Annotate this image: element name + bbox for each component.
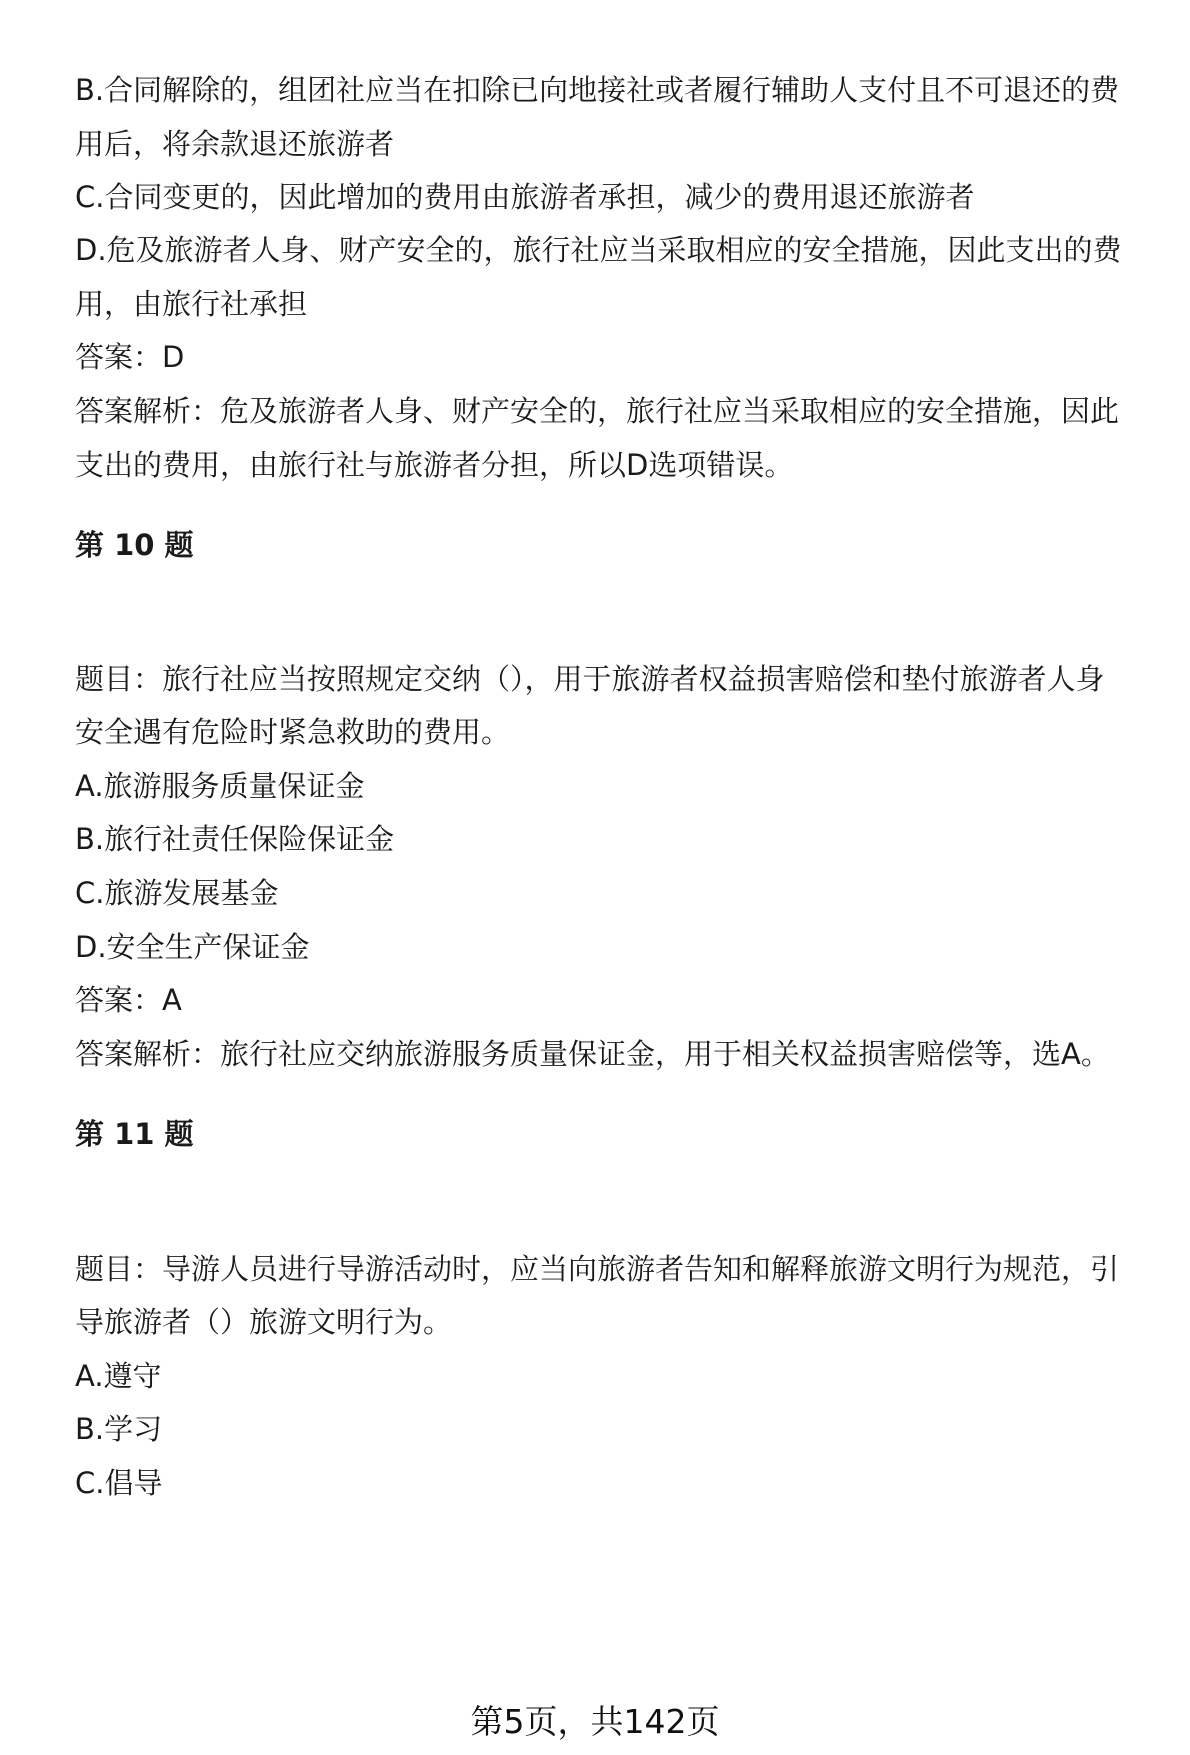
q9-option-b-line2: 用后，将余款退还旅游者 [75,127,395,161]
q9-analysis-line1: 答案解析：危及旅游者人身、财产安全的，旅行社应当采取相应的安全措施，因此 [75,394,1120,428]
q9-analysis-line2: 支出的费用，由旅行社与旅游者分担，所以D选项错误。 [75,448,794,482]
q11-option-c: C.倡导 [75,1466,163,1500]
q10-question-line1: 题目：旅行社应当按照规定交纳（），用于旅游者权益损害赔偿和垫付旅游者人身 [75,662,1105,696]
q10-option-a: A.旅游服务质量保证金 [75,769,365,803]
q11-question-line2: 导旅游者（）旅游文明行为。 [75,1305,453,1339]
q9-option-c: C.合同变更的，因此增加的费用由旅游者承担，减少的费用退还旅游者 [75,180,975,214]
q10-question-line2: 安全遇有危险时紧急救助的费用。 [75,715,511,749]
q9-option-b-line1: B.合同解除的，组团社应当在扣除已向地接社或者履行辅助人支付且不可退还的费 [75,73,1120,107]
q11-question-line1: 题目：导游人员进行导游活动时，应当向旅游者告知和解释旅游文明行为规范，引 [75,1252,1120,1286]
q9-answer: 答案：D [75,340,185,374]
q11-option-a: A.遵守 [75,1359,162,1393]
q11-option-b: B.学习 [75,1412,163,1446]
q10-option-b: B.旅行社责任保险保证金 [75,822,395,856]
q11-heading: 第 11 题 [75,1117,194,1151]
q10-heading: 第 10 题 [75,528,194,562]
q10-option-c: C.旅游发展基金 [75,876,279,910]
q10-answer: 答案：A [75,983,182,1017]
q10-option-d: D.安全生产保证金 [75,930,310,964]
q9-option-d-line1: D.危及旅游者人身、财产安全的，旅行社应当采取相应的安全措施，因此支出的费 [75,233,1122,267]
q9-option-d-line2: 用，由旅行社承担 [75,287,308,321]
q10-analysis: 答案解析：旅行社应交纳旅游服务质量保证金，用于相关权益损害赔偿等，选A。 [75,1037,1110,1071]
page-number-footer: 第5页，共142页 [470,1702,720,1741]
